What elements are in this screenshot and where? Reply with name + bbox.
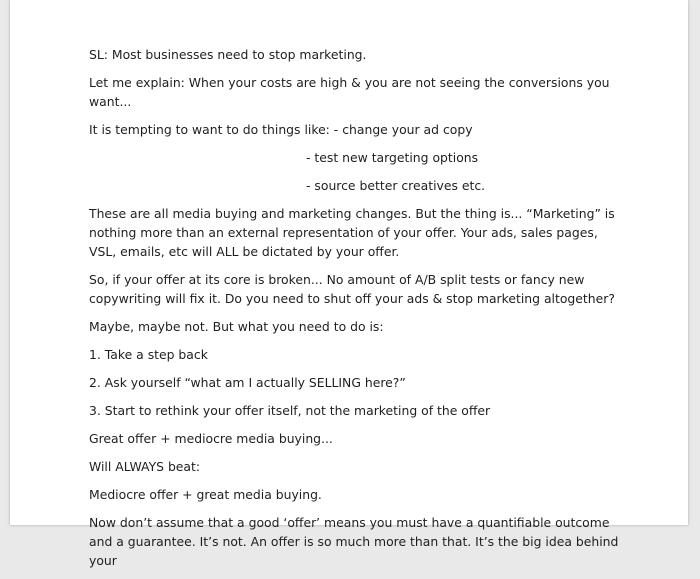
paragraph-mediocre-offer: Mediocre offer + great media buying. — [89, 487, 322, 502]
list-item-rethink-offer: 3. Start to rethink your offer itself, not the marketing of the offer — [89, 403, 491, 418]
paragraph-maybe: Maybe, maybe not. But what you need to do is: — [89, 319, 384, 334]
paragraph-great-offer: Great offer + mediocre media buying... — [89, 431, 333, 446]
document-body — [89, 45, 619, 579]
paragraph-marketing-changes: These are all media buying and marketing changes. But the thing is... “Marketing” is nothing more than an external representation of your offer. Your ads, sales pages, VSL, emails, etc will ALL be dictated by your offer. — [89, 206, 615, 259]
indented-item: - source better creatives etc. — [306, 178, 486, 193]
paragraph-explain: Let me explain: When your costs are high & you are not seeing the conversions you want... — [89, 75, 610, 109]
paragraph-offer-broken: So, if your offer at its core is broken... No amount of A/B split tests or fancy new copywriting will fix it. Do you need to shut off your ads & stop marketing altogether? — [89, 272, 615, 306]
list-item-ask-yourself: 2. Ask yourself “what am I actually SELLING here?” — [89, 375, 406, 390]
paragraph-intro: SL: Most businesses need to stop marketing. — [89, 47, 367, 62]
paragraph-dont-assume: Now don’t assume that a good ‘offer’ means you must have a quantifiable outcome and a guarantee. It’s not. An offer is so much more than that. It’s the big idea behind your — [89, 515, 619, 568]
paragraph-tempting: It is tempting to want to do things like: - change your ad copy — [89, 122, 473, 137]
paragraph-will-always: Will ALWAYS beat: — [89, 459, 201, 474]
indented-item: - test new targeting options — [306, 150, 479, 165]
list-item-step-back: 1. Take a step back — [89, 347, 208, 362]
document-page — [10, 0, 688, 568]
